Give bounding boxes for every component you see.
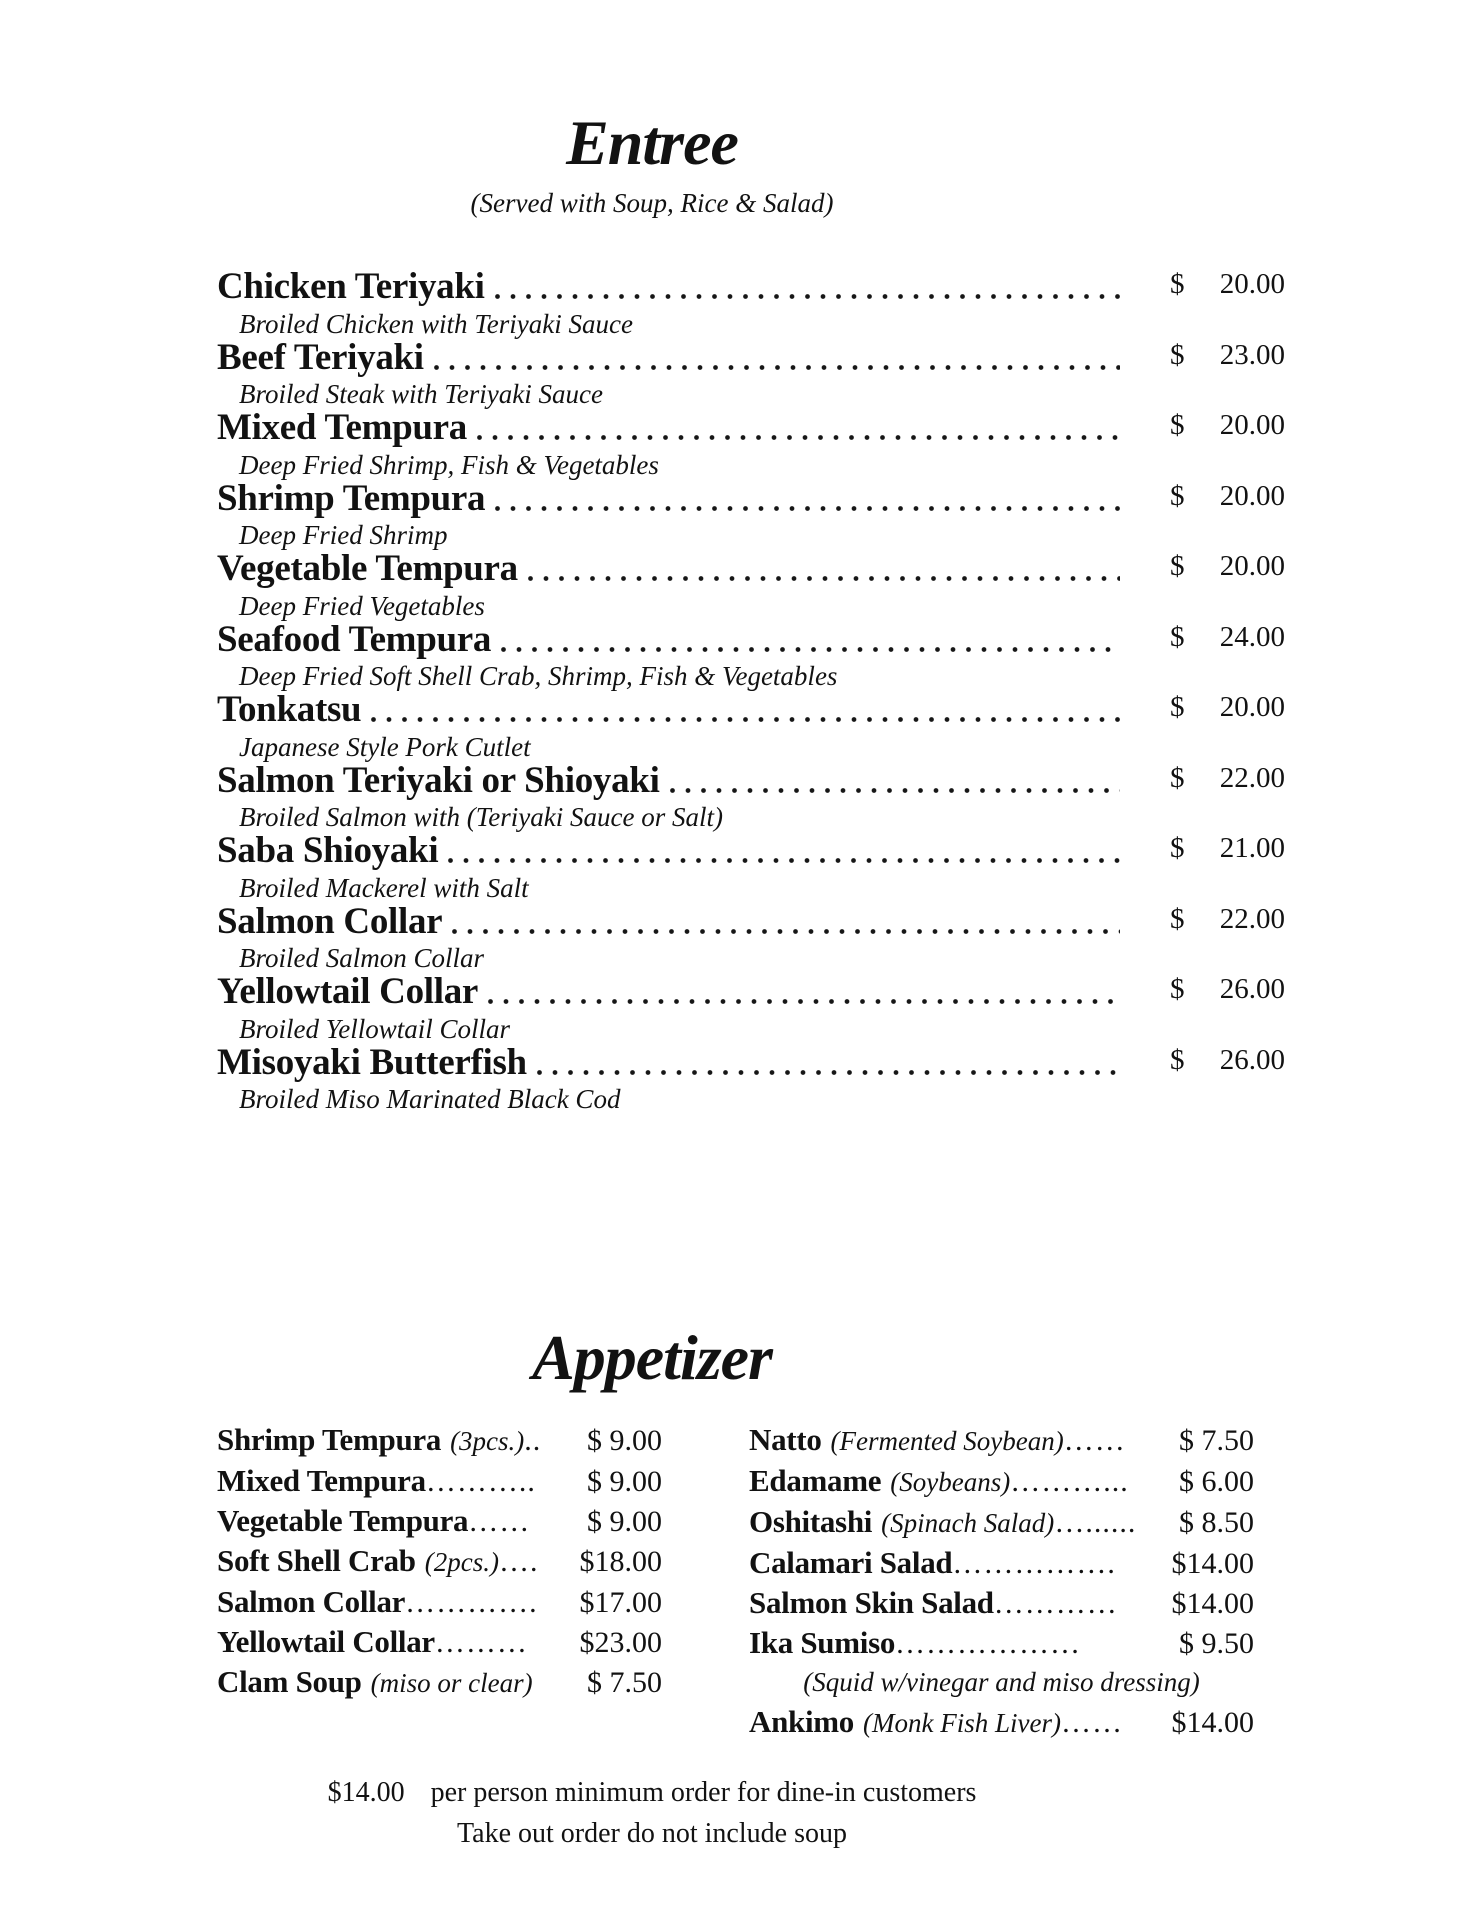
entree-item <box>217 408 1285 479</box>
entree-item-description: Japanese Style Pork Cutlet <box>239 731 531 762</box>
appetizer-item-price: $ 9.00 <box>587 1505 662 1538</box>
appetizer-item-name: Yellowtail Collar <box>217 1624 435 1659</box>
minimum-order-amount: $14.00 <box>327 1777 405 1808</box>
appetizer-item-price: $14.00 <box>1171 1547 1254 1580</box>
appetizer-item-row <box>749 1623 1254 1663</box>
appetizer-item-name: Clam Soup <box>217 1664 362 1699</box>
entree-item-description: Broiled Miso Marinated Black Cod <box>239 1084 621 1114</box>
dot-leader: ……… <box>434 1626 528 1659</box>
appetizer-section <box>217 1318 1285 1743</box>
currency-symbol: $ <box>1170 550 1185 582</box>
entree-item <box>217 831 1285 902</box>
dot-leader: .. <box>524 1424 542 1457</box>
appetizer-item <box>749 1543 1254 1583</box>
takeout-note: Take out order do not include soup <box>457 1818 847 1849</box>
appetizer-item <box>749 1461 1254 1502</box>
entree-item-price <box>1170 617 1285 658</box>
price-amount: 20.00 <box>1219 691 1285 723</box>
appetizer-item-name: Natto <box>749 1422 822 1457</box>
appetizer-item-price: $18.00 <box>579 1545 662 1578</box>
appetizer-item-row <box>749 1502 1254 1543</box>
entree-item-row <box>217 902 1285 945</box>
appetizer-item-price: $14.00 <box>1171 1706 1254 1739</box>
appetizer-item-note: (3pcs.) <box>450 1426 525 1456</box>
appetizer-item-price: $ 9.50 <box>1179 1627 1254 1660</box>
dot-leader: ……………… <box>895 1627 1082 1660</box>
entree-item-description: Broiled Steak with Teriyaki Sauce <box>239 379 603 409</box>
dot-leader: …. <box>498 1545 539 1578</box>
entree-item-name: Saba Shioyaki <box>217 830 439 871</box>
appetizer-item-row <box>749 1583 1254 1623</box>
appetizer-column-right <box>749 1420 1254 1743</box>
entree-item <box>217 479 1285 550</box>
price-amount: 26.00 <box>1219 1043 1285 1076</box>
appetizer-item-note: (Soybeans) <box>890 1467 1011 1497</box>
entree-item <box>217 761 1285 832</box>
appetizer-item-row <box>749 1702 1254 1743</box>
dot-leader: ……………. <box>952 1547 1116 1580</box>
entree-item <box>217 338 1285 409</box>
currency-symbol: $ <box>1170 268 1185 300</box>
appetizer-item-name: Soft Shell Crab <box>217 1543 416 1578</box>
dot-leader: …… <box>468 1505 531 1538</box>
entree-item-price <box>1170 1040 1285 1081</box>
appetizer-item-row <box>217 1662 662 1703</box>
entree-item-description: Deep Fried Shrimp, Fish & Vegetables <box>239 449 659 480</box>
appetizer-item-price: $14.00 <box>1171 1587 1254 1620</box>
dot-leader: …...... <box>1054 1506 1137 1539</box>
entree-item-row <box>217 620 1285 663</box>
entree-item-row <box>217 690 1285 733</box>
menu-footer <box>217 1772 1087 1854</box>
appetizer-item <box>217 1501 662 1541</box>
entree-section <box>217 103 1285 1113</box>
appetizer-item-price: $ 7.50 <box>1179 1424 1254 1457</box>
price-amount: 24.00 <box>1219 620 1285 653</box>
currency-symbol: $ <box>1170 620 1185 653</box>
entree-item-name: Beef Teriyaki <box>217 336 424 378</box>
appetizer-item <box>217 1461 662 1501</box>
dot-leader: …… <box>1063 1424 1126 1457</box>
appetizer-item-name: Vegetable Tempura <box>217 1503 469 1538</box>
appetizer-item-note: (Monk Fish Liver) <box>863 1708 1061 1738</box>
appetizer-item-row <box>217 1461 662 1501</box>
appetizer-item <box>749 1502 1254 1543</box>
appetizer-item-note: (Spinach Salad) <box>881 1508 1055 1538</box>
appetizer-column-left <box>217 1420 662 1743</box>
entree-subtitle: (Served with Soup, Rice & Salad) <box>470 188 834 218</box>
entree-item <box>217 972 1285 1043</box>
dot-leader: ……….. <box>425 1465 536 1498</box>
entree-item-name: Yellowtail Collar <box>217 971 479 1012</box>
price-amount: 23.00 <box>1219 338 1285 371</box>
entree-item <box>217 620 1285 691</box>
appetizer-item-note: (Fermented Soybean) <box>830 1426 1064 1456</box>
entree-item-description: Broiled Yellowtail Collar <box>239 1013 511 1044</box>
appetizer-item-row <box>749 1461 1254 1502</box>
appetizer-item-price: $ 8.50 <box>1179 1506 1254 1539</box>
appetizer-item <box>217 1622 662 1662</box>
appetizer-columns <box>217 1420 1285 1743</box>
appetizer-item-row <box>217 1501 662 1541</box>
appetizer-item-name: Salmon Collar <box>217 1584 406 1619</box>
entree-item-row <box>217 479 1285 522</box>
appetizer-item-note: (2pcs.) <box>424 1547 499 1577</box>
price-amount: 20.00 <box>1219 268 1285 300</box>
appetizer-item-price: $17.00 <box>579 1586 662 1619</box>
appetizer-item-price: $ 9.00 <box>587 1424 662 1457</box>
appetizer-item-row <box>217 1622 662 1662</box>
dot-leader: …………. <box>405 1586 538 1619</box>
entree-item-price <box>1170 969 1285 1010</box>
price-amount: 20.00 <box>1219 409 1285 441</box>
entree-item-description: Deep Fried Vegetables <box>239 590 485 621</box>
dot-leader: ………... <box>1010 1465 1129 1498</box>
entree-item-price <box>1170 828 1285 869</box>
appetizer-item <box>749 1420 1254 1461</box>
entree-item-description: Broiled Chicken with Teriyaki Sauce <box>239 308 633 339</box>
currency-symbol: $ <box>1170 1043 1185 1076</box>
entree-item-name: Salmon Teriyaki or Shioyaki <box>217 759 660 801</box>
currency-symbol: $ <box>1170 761 1185 794</box>
entree-item-description: Broiled Salmon Collar <box>239 943 485 973</box>
appetizer-item-subnote: (Squid w/vinegar and miso dressing) <box>803 1667 1200 1697</box>
entree-item-price <box>1170 899 1285 940</box>
dot-leader: …… <box>1060 1706 1123 1739</box>
entree-item-description: Deep Fried Shrimp <box>239 520 448 550</box>
price-amount: 20.00 <box>1219 479 1285 512</box>
entree-item-name: Shrimp Tempura <box>217 477 486 519</box>
entree-item-name: Misoyaki Butterfish <box>217 1041 527 1083</box>
appetizer-item-name: Edamame <box>749 1463 882 1498</box>
appetizer-item-row <box>217 1582 662 1622</box>
appetizer-item-price: $23.00 <box>579 1626 662 1659</box>
appetizer-item-row <box>217 1420 662 1461</box>
entree-list <box>217 267 1285 1113</box>
appetizer-item <box>749 1583 1254 1623</box>
entree-item-price <box>1170 476 1285 517</box>
entree-item-price <box>1170 758 1285 799</box>
entree-title: Entree <box>566 107 738 178</box>
currency-symbol: $ <box>1170 409 1185 441</box>
appetizer-item-price: $ 7.50 <box>587 1666 662 1699</box>
entree-item-description: Broiled Salmon with (Teriyaki Sauce or Salt) <box>239 802 723 832</box>
entree-item-row <box>217 408 1285 451</box>
entree-item-row <box>217 831 1285 874</box>
entree-item-row <box>217 761 1285 804</box>
entree-item-name: Tonkatsu <box>217 689 362 730</box>
appetizer-item-price: $ 9.00 <box>587 1465 662 1498</box>
appetizer-item-name: Mixed Tempura <box>217 1463 426 1498</box>
price-amount: 26.00 <box>1219 973 1285 1005</box>
entree-item-row <box>217 549 1285 592</box>
price-amount: 22.00 <box>1219 761 1285 794</box>
currency-symbol: $ <box>1170 832 1185 864</box>
entree-item-row <box>217 972 1285 1015</box>
minimum-order-note <box>217 1772 1087 1813</box>
appetizer-item-price: $ 6.00 <box>1179 1465 1254 1498</box>
entree-item <box>217 267 1285 338</box>
dot-leader: ………… <box>993 1587 1118 1620</box>
minimum-order-text: per person minimum order for dine-in customers <box>430 1777 977 1808</box>
appetizer-item-row <box>217 1541 662 1582</box>
entree-item-price <box>1170 335 1285 376</box>
appetizer-item-row <box>749 1420 1254 1461</box>
entree-item-description: Broiled Mackerel with Salt <box>239 872 529 903</box>
price-amount: 20.00 <box>1219 550 1285 582</box>
appetizer-item <box>749 1623 1254 1702</box>
entree-item-price <box>1170 264 1285 305</box>
entree-item-name: Chicken Teriyaki <box>217 266 485 307</box>
appetizer-item <box>749 1702 1254 1743</box>
price-amount: 21.00 <box>1219 832 1285 864</box>
entree-item-price <box>1170 546 1285 587</box>
currency-symbol: $ <box>1170 479 1185 512</box>
entree-item-row <box>217 338 1285 381</box>
appetizer-item-name: Salmon Skin Salad <box>749 1585 994 1620</box>
appetizer-item-name: Shrimp Tempura <box>217 1422 442 1457</box>
entree-item-description: Deep Fried Soft Shell Crab, Shrimp, Fish & Vegetables <box>239 661 838 691</box>
currency-symbol: $ <box>1170 338 1185 371</box>
currency-symbol: $ <box>1170 902 1185 935</box>
currency-symbol: $ <box>1170 973 1185 1005</box>
entree-item-price <box>1170 687 1285 728</box>
appetizer-item <box>217 1541 662 1582</box>
appetizer-title: Appetizer <box>532 1322 772 1393</box>
entree-item-name: Seafood Tempura <box>217 618 492 660</box>
entree-item-price <box>1170 405 1285 446</box>
currency-symbol: $ <box>1170 691 1185 723</box>
appetizer-item <box>217 1420 662 1461</box>
entree-item <box>217 902 1285 973</box>
price-amount: 22.00 <box>1219 902 1285 935</box>
entree-item <box>217 549 1285 620</box>
entree-item <box>217 690 1285 761</box>
entree-item-name: Mixed Tempura <box>217 407 467 448</box>
appetizer-item-name: Ika Sumiso <box>749 1625 896 1660</box>
entree-item-row <box>217 1043 1285 1086</box>
entree-item-name: Vegetable Tempura <box>217 548 518 589</box>
entree-item-name: Salmon Collar <box>217 900 443 942</box>
appetizer-item-name: Calamari Salad <box>749 1545 953 1580</box>
appetizer-item <box>217 1582 662 1622</box>
appetizer-item <box>217 1662 662 1703</box>
appetizer-item-note: (miso or clear) <box>370 1668 533 1698</box>
appetizer-item-name: Ankimo <box>749 1704 855 1739</box>
appetizer-item-name: Oshitashi <box>749 1504 873 1539</box>
entree-item <box>217 1043 1285 1114</box>
entree-item-row <box>217 267 1285 310</box>
appetizer-item-row <box>749 1543 1254 1583</box>
